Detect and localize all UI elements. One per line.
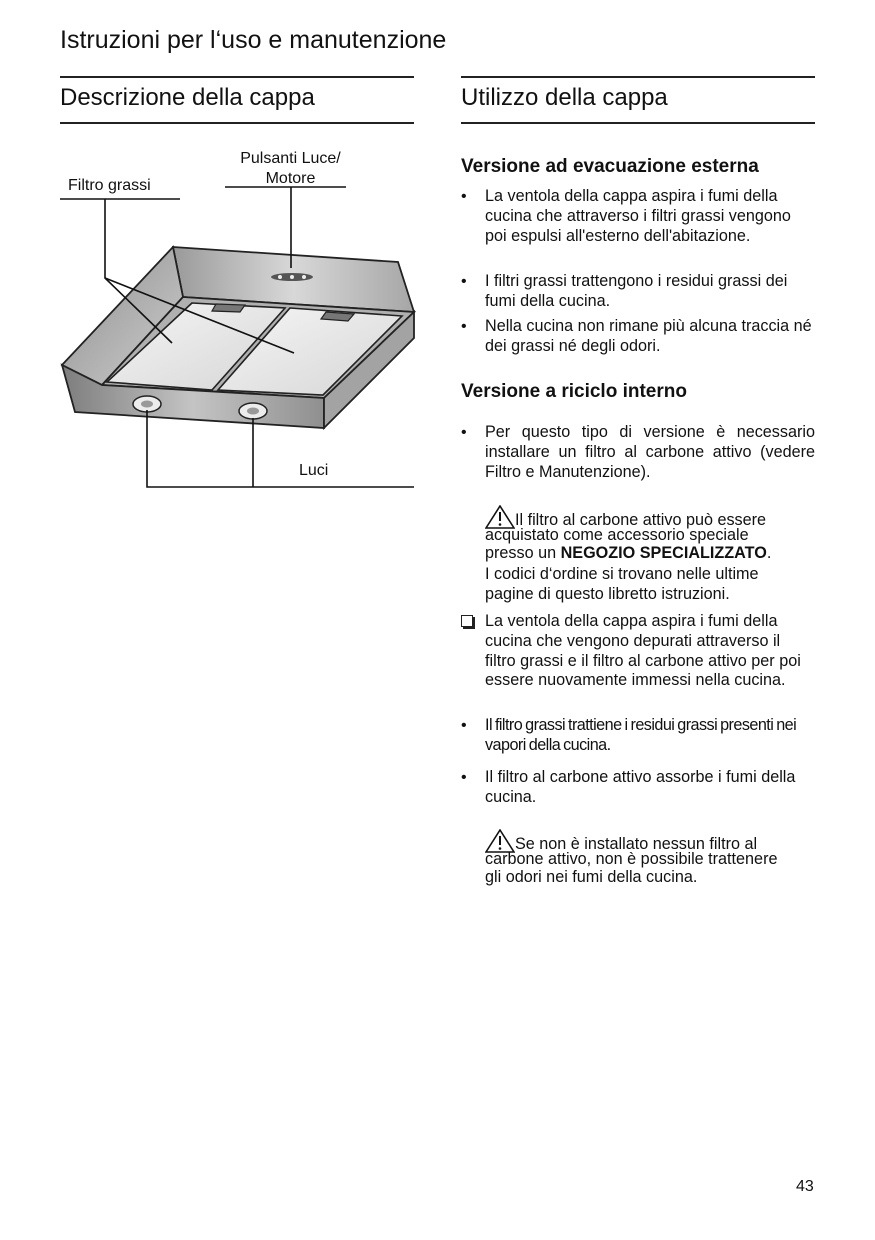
bullet-glyph: • — [461, 318, 467, 335]
external-bullet-1: La ventola della cappa aspira i fumi della cucina che attraverso i filtri grassi vengono poi espulsi all'esterno dell'abitazione. — [485, 187, 791, 245]
warning1-line4: I codici d‘ordine si trovano nelle ultime — [485, 564, 759, 583]
checkbox-bullet-icon — [461, 615, 473, 627]
warning2-line1: Se non è installato nessun filtro al — [515, 835, 758, 853]
page-number: 43 — [796, 1178, 814, 1195]
left-section-title: Descrizione della cappa — [60, 84, 315, 111]
external-bullet-2: I filtri grassi trattengono i residui grassi dei fumi della cucina. — [485, 272, 788, 310]
warning2-line3: gli odori nei fumi della cucina. — [485, 868, 698, 887]
label-filtro-grassi: Filtro grassi — [68, 177, 151, 194]
light-housing-right — [321, 312, 354, 321]
warning1-line5: pagine di questo libretto istruzioni. — [485, 585, 730, 604]
bullet-glyph: • — [461, 717, 467, 734]
warning1-line1: Il filtro al carbone attivo può essere — [515, 511, 767, 529]
bullet-glyph: • — [461, 424, 467, 441]
warning1-line3-prefix: presso un — [485, 544, 561, 563]
recirc-bullet-3: Il filtro al carbone attivo assorbe i fumi della cucina. — [485, 768, 796, 806]
page-header-title: Istruzioni per l‘uso e manutenzione — [60, 26, 447, 54]
warning1-line2: acquistato come accessorio speciale — [485, 525, 749, 544]
right-section-title: Utilizzo della cappa — [461, 84, 668, 111]
warning2-line2: carbone attivo, non è possibile trattenere — [485, 849, 778, 868]
warning-note-2 — [485, 829, 825, 887]
label-pulsanti — [220, 149, 361, 189]
left-title-bottom-rule — [60, 122, 414, 124]
label-pulsanti-line1: Pulsanti Luce/ — [240, 150, 341, 167]
bullet-glyph: • — [461, 188, 467, 205]
light-housing-left — [212, 304, 245, 312]
recirc-bullet-2: Il filtro grassi trattiene i residui grassi presenti nei vapori della cucina. — [485, 716, 797, 754]
recirc-checkbox-item: La ventola della cappa aspira i fumi della cucina che vengono depurati attraverso il filtro grassi e il filtro al carbone attivo per poi essere nuovamente immessi nella cucina. — [485, 612, 801, 690]
right-title-top-rule — [461, 76, 815, 78]
recirc-bullet-1: Per questo tipo di versione è necessario installare un filtro al carbone attivo (vedere Filtro e Manutenzione). — [485, 423, 815, 481]
warning1-line3-suffix: . — [766, 544, 772, 563]
warning1-line3 — [485, 544, 825, 563]
bullet-glyph: • — [461, 769, 467, 786]
left-title-top-rule — [60, 76, 414, 78]
right-title-bottom-rule — [461, 122, 815, 124]
label-pulsanti-line2: Motore — [265, 170, 316, 187]
label-luci: Luci — [299, 462, 329, 479]
external-heading: Versione ad evacuazione esterna — [461, 156, 759, 177]
recirc-heading: Versione a riciclo interno — [461, 381, 687, 402]
warning-note-1 — [485, 505, 825, 604]
external-bullet-3: Nella cucina non rimane più alcuna traccia né dei grassi né degli odori. — [485, 317, 812, 355]
bullet-glyph: • — [461, 273, 467, 290]
store-emphasis: NEGOZIO SPECIALIZZATO — [560, 544, 767, 563]
hood-diagram — [40, 140, 440, 500]
